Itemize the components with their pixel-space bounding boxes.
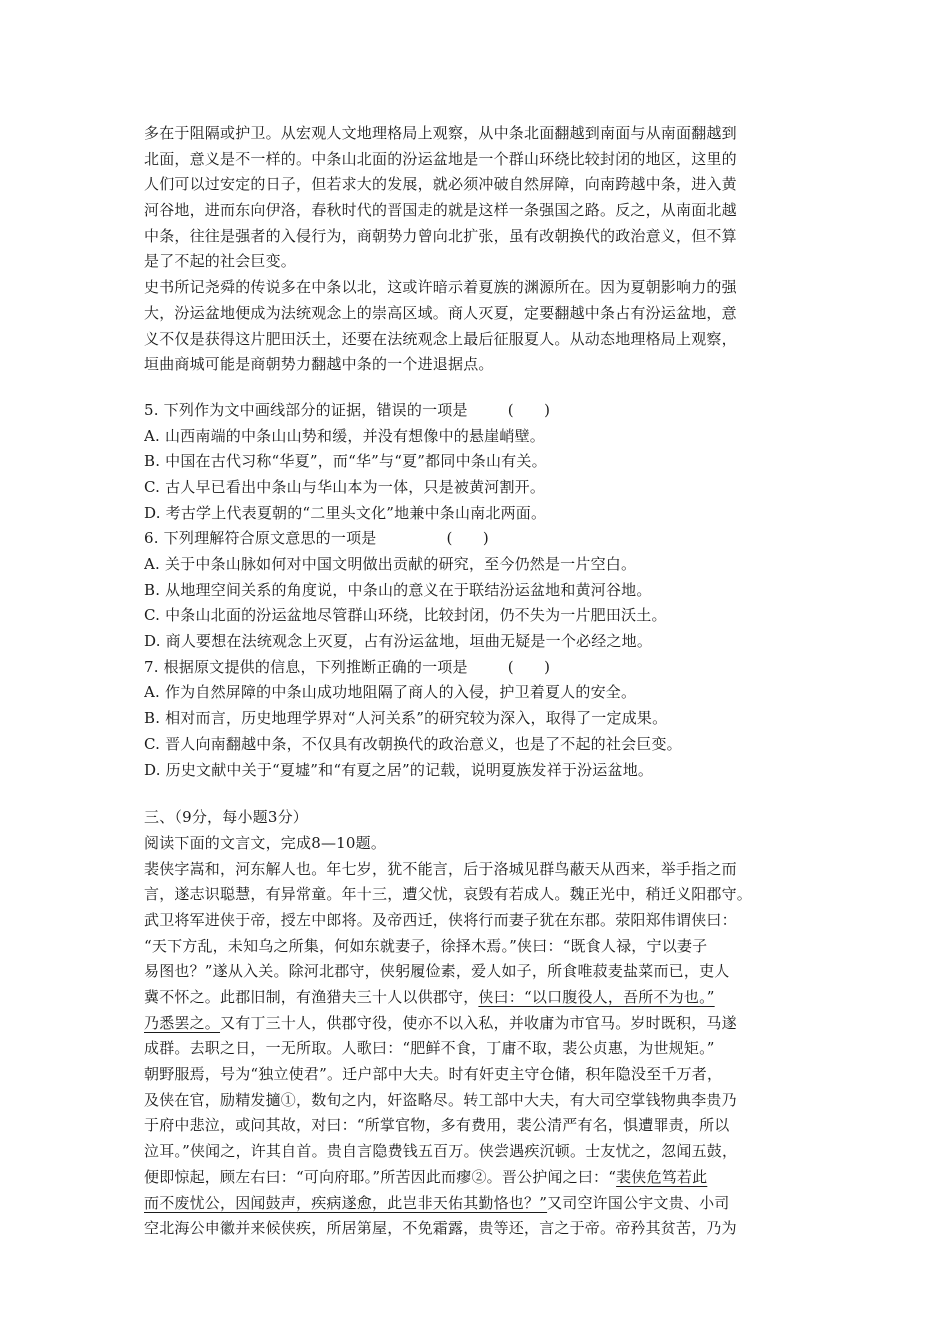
classical-text-line: 言，遂志识聪慧，有异常童。年十三，遭父忧，哀毁有若成人。魏正光中，稍迁义阳郡守。 <box>144 885 753 904</box>
classical-text-line <box>144 1165 810 1191</box>
passage-line: 史书所记尧舜的传说多在中条以北，这或许暗示着夏族的渊源所在。因为夏朝影响力的强 <box>144 278 737 297</box>
answer-blank: ( ) <box>446 529 489 548</box>
section-3 <box>144 805 810 1242</box>
stem-text: 5. 下列作为文中画线部分的证据，错误的一项是 <box>144 400 468 419</box>
option-a: A. 作为自然屏障的中条山成功地阻隔了商人的入侵，护卫着夏人的安全。 <box>144 683 637 702</box>
passage-line: 多在于阻隔或护卫。从宏观人文地理格局上观察，从中条北面翻越到南面与从南面翻越到 <box>144 124 737 142</box>
passage-line: 大，汾运盆地便成为法统观念上的崇高区域。商人灭夏，定要翻越中条占有汾运盆地，意 <box>144 303 737 322</box>
option-b: B. 从地理空间关系的角度说，中条山的意义在于联结汾运盆地和黄河谷地。 <box>144 580 652 599</box>
section-instruction: 阅读下面的文言文，完成8—10题。 <box>144 833 387 852</box>
option-c: C. 中条山北面的汾运盆地尽管群山环绕，比较封闭，仍不失为一片肥田沃土。 <box>144 606 667 625</box>
classical-text-line: 武卫将军进侠于帝，授左中郎将。及帝西迁，侠将行而妻子犹在东郡。荥阳郑伟谓侠曰： <box>144 910 737 929</box>
classical-text-line: 裴侠字嵩和，河东解人也。年七岁，犹不能言，后于洛城见群鸟蔽天从西来，举手指之而 <box>144 859 737 878</box>
question-5 <box>144 398 810 526</box>
option-b: B. 相对而言，历史地理学界对“人河关系”的研究较为深入，取得了一定成果。 <box>144 709 668 728</box>
spacer <box>144 783 810 805</box>
option-b: B. 中国在古代习称“华夏”，而“华”与“夏”都同中条山有关。 <box>144 452 547 471</box>
classical-text-line: “天下方乱，未知乌之所集，何如东就妻子，徐择木焉。”侠曰：“既食人禄，宁以妻子 <box>144 936 708 955</box>
classical-text-line <box>144 985 810 1011</box>
classical-text-line <box>144 1011 810 1037</box>
passage-line: 河谷地，进而东向伊洛，春秋时代的晋国走的就是这样一条强国之路。反之，从南面北越 <box>144 201 737 220</box>
stem-text: 7. 根据原文提供的信息，下列推断正确的一项是 <box>144 657 468 676</box>
option-d: D. 商人要想在法统观念上灭夏，占有汾运盆地，垣曲无疑是一个必经之地。 <box>144 632 653 651</box>
classical-text-line: 于府中悲泣，或问其故，对曰：“所掌官物，多有费用，裴公清严有名，惧遭罪责，所以 <box>144 1116 730 1135</box>
passage <box>144 121 810 378</box>
question-stem <box>144 526 810 552</box>
question-stem <box>144 655 810 681</box>
option-c: C. 古人早已看出中条山与华山本为一体，只是被黄河割开。 <box>144 477 546 496</box>
option-c: C. 晋人向南翻越中条，不仅具有改朝换代的政治意义，也是了不起的社会巨变。 <box>144 734 682 753</box>
classical-text-line: 朝野服焉，号为“独立使君”。迁户部中大夫。时有奸吏主守仓储，积年隐没至千万者， <box>144 1065 723 1084</box>
classical-text-line: 泣耳。”侠闻之，许其自首。贵自言隐费钱五百万。侠尝遇疾沉顿。士友忧之，忽闻五鼓， <box>144 1142 738 1161</box>
passage-line: 北面，意义是不一样的。中条山北面的汾运盆地是一个群山环绕比较封闭的地区，这里的 <box>144 149 737 168</box>
section-heading: 三、（9分，每小题3分） <box>144 808 308 827</box>
classical-text-line: 及侠在官，励精发擿①，数旬之内，奸盗略尽。转工部中大夫，有大司空掌钱物典李贵乃 <box>144 1090 737 1109</box>
classical-text-line: 易图也？”遂从入关。除河北郡守，侠躬履俭素，爱人如子，所食唯菽麦盐菜而已，吏人 <box>144 962 730 981</box>
option-d: D. 考古学上代表夏朝的“二里头文化”地兼中条山南北两面。 <box>144 503 547 522</box>
option-d: D. 历史文献中关于“夏墟”和“有夏之居”的记载，说明夏族发祥于汾运盆地。 <box>144 760 654 779</box>
underlined-sentence: 乃悉罢之。 <box>144 1013 221 1032</box>
underlined-sentence: 侠曰：“以口腹役人，吾所不为也。” <box>478 988 715 1006</box>
answer-blank: ( ) <box>507 657 551 676</box>
classical-text-line <box>144 1191 810 1217</box>
passage-line: 义不仅是获得这片肥田沃土，还要在法统观念上最后征服夏人。从动态地理格局上观察， <box>144 329 737 348</box>
passage-line: 是了不起的社会巨变。 <box>144 252 297 271</box>
question-7 <box>144 655 810 783</box>
option-a: A. 山西南端的中条山山势和缓，并没有想像中的悬崖峭壁。 <box>144 426 545 445</box>
passage-line: 垣曲商城可能是商朝势力翻越中条的一个进退据点。 <box>144 355 494 374</box>
text-segment: 冀不怀之。此郡旧制，有渔猎夫三十人以供郡守， <box>144 988 479 1006</box>
underlined-sentence: 而不废忧公，因闻鼓声，疾病遂愈，此岂非天佑其勤恪也？” <box>144 1193 548 1212</box>
passage-line: 人们可以过安定的日子，但若求大的发展，就必须冲破自然屏障，向南跨越中条，进入黄 <box>144 175 737 194</box>
spacer <box>144 378 810 398</box>
text-segment: 便即惊起，顾左右曰：“可向府耶。”所苦因此而瘳②。晋公护闻之曰：“ <box>144 1167 617 1186</box>
answer-blank: ( ) <box>507 400 551 419</box>
option-a: A. 关于中条山脉如何对中国文明做出贡献的研究，至今仍然是一片空白。 <box>144 555 637 573</box>
question-6 <box>144 526 810 654</box>
classical-text-line: 空北海公申徽并来候侠疾，所居第屋，不免霜露，贵等还，言之于帝。帝矜其贫苦，乃为 <box>144 1219 737 1238</box>
classical-text-line: 成群。去职之日，一无所取。人歌曰：“肥鲜不食，丁庸不取，裴公贞惠，为世规矩。” <box>144 1039 715 1058</box>
question-stem <box>144 398 810 424</box>
stem-text: 6. 下列理解符合原文意思的一项是 <box>144 529 377 548</box>
text-segment: 又司空许国公宇文贵、小司 <box>547 1193 730 1212</box>
passage-line: 中条，往往是强者的入侵行为，商朝势力曾向北扩张，虽有改朝换代的政治意义，但不算 <box>144 226 737 245</box>
underlined-sentence: 裴侠危笃若此 <box>616 1167 708 1186</box>
text-segment: 又有丁三十人，供郡守役，使亦不以入私，并收庸为市官马。岁时既积，马遂 <box>220 1013 737 1032</box>
